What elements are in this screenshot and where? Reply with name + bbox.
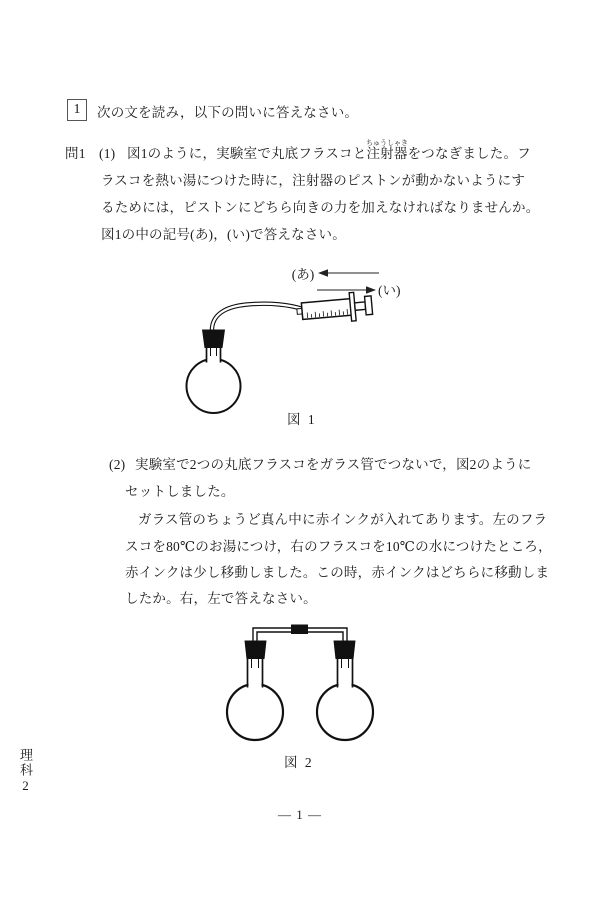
red-ink-mark bbox=[291, 625, 308, 635]
label-i: (い) bbox=[378, 283, 401, 298]
q1-part1-line4: 図1の中の記号(あ)，(い)で答えなさい。 bbox=[101, 227, 346, 242]
syringe-ruby bbox=[366, 139, 408, 162]
flask-bulb bbox=[187, 359, 241, 413]
syringe-barrel bbox=[301, 299, 351, 320]
left-flask-bulb bbox=[227, 684, 283, 740]
q1-part2-line6: したか。右，左で答えなさい。 bbox=[125, 591, 317, 606]
subject-label: 理科2 bbox=[18, 748, 33, 795]
arrow-a-head bbox=[318, 269, 328, 277]
question-number: 1 bbox=[73, 102, 81, 117]
figure1-caption: 図 1 bbox=[287, 412, 317, 427]
q1-part1-label: (1) bbox=[99, 146, 116, 161]
q1-part2-line2: セットしました。 bbox=[125, 484, 235, 499]
right-flask-neck-opening bbox=[339, 682, 352, 690]
figure1-diagram bbox=[170, 255, 410, 410]
q1-part1-line1-pre: 図1のように，実験室で丸底フラスコと bbox=[127, 146, 367, 161]
q1-part1-line3: るためには，ピストンにどちら向きの力を加えなければなりませんか。 bbox=[101, 200, 540, 215]
right-flask-stopper bbox=[334, 641, 356, 660]
q1-part1-line1-post: をつなぎました。フ bbox=[407, 146, 531, 161]
rubber-tube-outline bbox=[212, 304, 304, 332]
figure2-diagram bbox=[218, 614, 382, 750]
q1-part2-line5: 赤インクは少し移動しました。この時，赤インクはどちらに移動しま bbox=[125, 565, 550, 580]
syringe bbox=[296, 291, 373, 326]
q1-part2-line1: 実験室で2つの丸底フラスコをガラス管でつないで，図2のように bbox=[135, 457, 532, 472]
label-a: (あ) bbox=[291, 267, 315, 282]
q1-part2-label: (2) bbox=[109, 457, 126, 472]
question-number-box bbox=[67, 99, 87, 121]
q1-part2-line4: スコを80℃のお湯につけ，右のフラスコを10℃の水につけたところ， bbox=[125, 539, 552, 554]
q1-part1-line1 bbox=[127, 139, 531, 162]
ruby-furigana: ちゅうしゃき bbox=[366, 139, 408, 147]
q1-part1-line2: ラスコを熱い湯につけた時に，注射器のピストンが動かないようにす bbox=[101, 173, 526, 188]
instruction-text: 次の文を読み，以下の問いに答えなさい。 bbox=[97, 105, 359, 120]
q1-label: 問1 bbox=[65, 146, 86, 161]
figure2-caption: 図 2 bbox=[284, 755, 314, 770]
right-flask-bulb bbox=[317, 684, 373, 740]
syringe-plunger-shaft bbox=[355, 302, 366, 310]
page-number: — 1 — bbox=[278, 807, 322, 822]
left-flask-stopper bbox=[245, 641, 267, 660]
flask-stopper bbox=[202, 330, 225, 349]
syringe-plunger-cap bbox=[365, 296, 373, 315]
flask-neck-opening bbox=[207, 356, 220, 365]
q1-part2-line3: ガラス管のちょうど真ん中に赤インクが入れてあります。左のフラ bbox=[138, 512, 548, 527]
left-flask-neck-opening bbox=[249, 682, 262, 690]
ruby-base: 注射器 bbox=[366, 146, 408, 161]
arrow-i-head bbox=[366, 286, 376, 294]
